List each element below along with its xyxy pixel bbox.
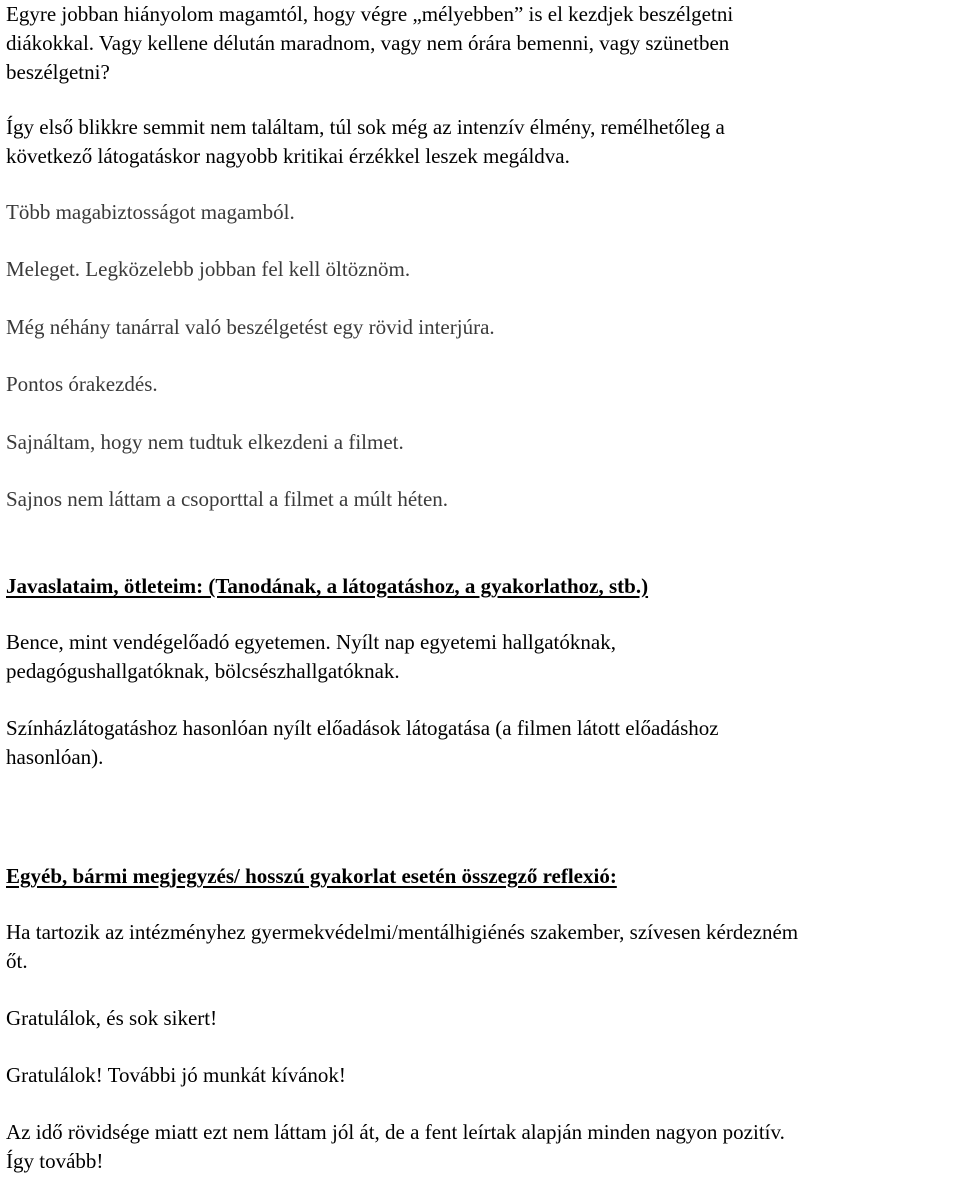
heading-text: Javaslataim, ötleteim: (Tanodának, a látogatáshoz, a gyakorlathoz, stb.)	[6, 574, 649, 598]
text-line: diákokkal. Vagy kellene délután maradnom, vagy nem órára bemenni, vagy szünetben	[6, 31, 730, 55]
text-line: őt.	[6, 949, 28, 973]
text-line: Bence, mint vendégelőadó egyetemen. Nyílt nap egyetemi hallgatóknak,	[6, 630, 616, 654]
text-line: Így tovább!	[6, 1149, 104, 1173]
text-line: Ha tartozik az intézményhez gyermekvédelmi/mentálhigiénés szakember, szívesen kérdezném	[6, 920, 799, 944]
section-heading-suggestions	[6, 572, 956, 601]
text-line: Az idő rövidsége miatt ezt nem láttam jól át, de a fent leírtak alapján minden nagyon pozitív.	[6, 1120, 785, 1144]
paragraph-theatre-visits	[6, 714, 956, 772]
paragraph-punctual-start	[6, 370, 956, 399]
text-line: Így első blikkre semmit nem találtam, túl sok még az intenzív élmény, remélhetőleg a	[6, 115, 725, 139]
heading-text: Egyéb, bármi megjegyzés/ hosszú gyakorlat esetén összegző reflexió:	[6, 864, 617, 888]
text-line: Színházlátogatáshoz hasonlóan nyílt előadások látogatása (a filmen látott előadáshoz	[6, 716, 719, 740]
section-heading-other-remarks	[6, 862, 956, 891]
paragraph-teacher-interviews	[6, 313, 956, 342]
text-line: Pontos órakezdés.	[6, 372, 158, 396]
text-line: Sajnos nem láttam a csoporttal a filmet a múlt héten.	[6, 487, 449, 511]
paragraph-good-work	[6, 1061, 956, 1090]
text-line: pedagógushallgatóknak, bölcsészhallgatóknak.	[6, 659, 400, 683]
paragraph-first-glance	[6, 113, 956, 171]
paragraph-self-confidence	[6, 198, 956, 227]
text-line: Gratulálok, és sok sikert!	[6, 1006, 218, 1030]
paragraph-warmth	[6, 255, 956, 284]
paragraph-film-not-started	[6, 428, 956, 457]
paragraph-deeper-conversations	[6, 0, 956, 87]
paragraph-congratulations	[6, 1004, 956, 1033]
text-line: Sajnáltam, hogy nem tudtuk elkezdeni a filmet.	[6, 430, 404, 454]
text-line: következő látogatáskor nagyobb kritikai érzékkel leszek megáldva.	[6, 144, 570, 168]
text-line: Meleget. Legközelebb jobban fel kell öltöznöm.	[6, 257, 411, 281]
paragraph-guest-lecturer	[6, 628, 956, 686]
paragraph-child-protection-specialist	[6, 918, 956, 976]
paragraph-film-last-week	[6, 485, 956, 514]
text-line: Gratulálok! További jó munkát kívánok!	[6, 1063, 346, 1087]
text-line: hasonlóan).	[6, 745, 104, 769]
paragraph-short-time-positive	[6, 1118, 956, 1176]
text-line: beszélgetni?	[6, 60, 110, 84]
text-line: Egyre jobban hiányolom magamtól, hogy végre „mélyebben” is el kezdjek beszélgetni	[6, 2, 734, 26]
text-line: Több magabiztosságot magamból.	[6, 200, 295, 224]
text-line: Még néhány tanárral való beszélgetést egy rövid interjúra.	[6, 315, 495, 339]
